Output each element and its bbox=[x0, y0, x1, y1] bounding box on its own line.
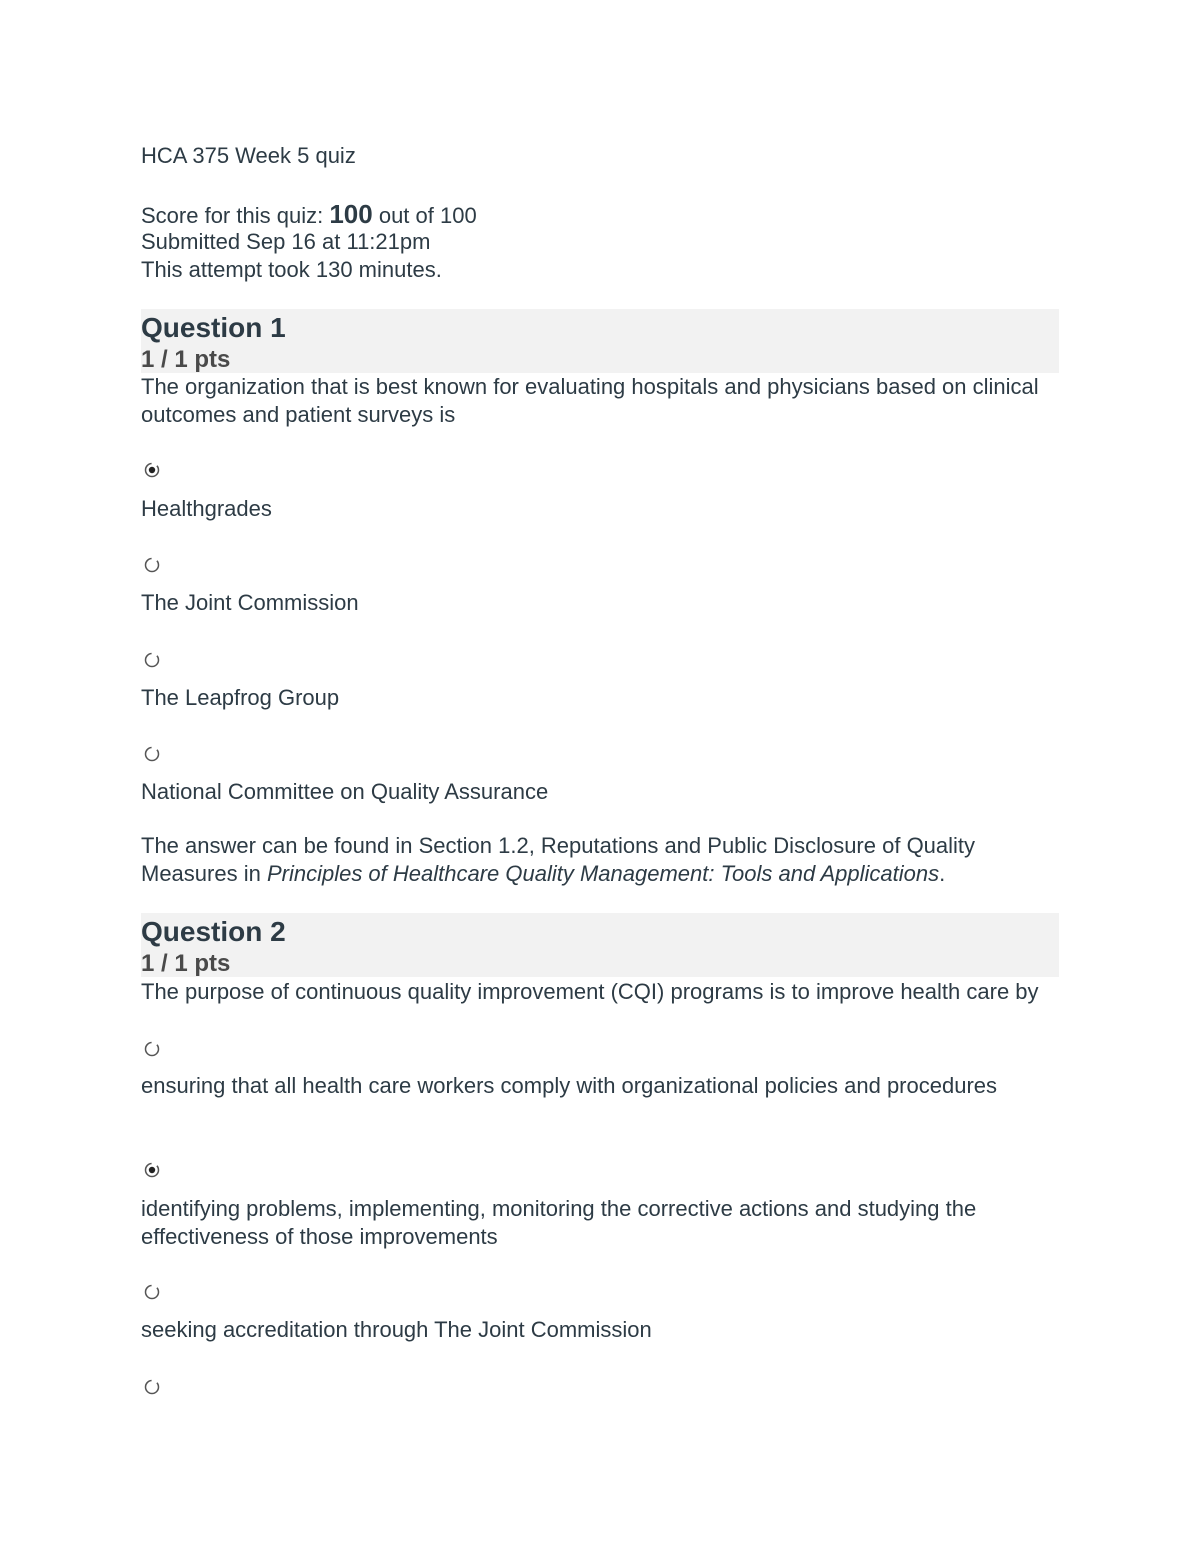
radio-unselected-icon[interactable] bbox=[144, 557, 160, 573]
attempt-duration: This attempt took 130 minutes. bbox=[141, 257, 442, 282]
submitted-time: Submitted Sep 16 at 11:21pm bbox=[141, 229, 431, 254]
score-total: out of 100 bbox=[378, 203, 477, 228]
answer-option[interactable]: Healthgrades bbox=[141, 496, 272, 521]
radio-unselected-icon[interactable] bbox=[144, 652, 160, 668]
question-header bbox=[141, 913, 1059, 977]
score-value: 100 bbox=[329, 199, 373, 229]
radio-unselected-icon[interactable] bbox=[144, 1284, 160, 1300]
radio-selected-icon[interactable] bbox=[144, 462, 160, 478]
radio-unselected-icon[interactable] bbox=[144, 746, 160, 762]
radio-unselected-icon[interactable] bbox=[144, 1379, 160, 1395]
quiz-title: HCA 375 Week 5 quiz bbox=[141, 143, 356, 168]
question-points: 1 / 1 pts bbox=[141, 346, 231, 373]
book-title: Principles of Healthcare Quality Management: Tools and Applications bbox=[266, 861, 940, 886]
answer-option[interactable]: National Committee on Quality Assurance bbox=[141, 779, 549, 804]
answer-option[interactable]: The Leapfrog Group bbox=[141, 685, 340, 710]
answer-option[interactable]: identifying problems, implementing, monitoring the corrective actions and studying the effectiveness of those improvements bbox=[141, 1196, 977, 1249]
answer-option[interactable]: ensuring that all health care workers comply with organizational policies and procedures bbox=[141, 1073, 998, 1098]
question-text: The purpose of continuous quality improvement (CQI) programs is to improve health care by bbox=[141, 979, 1039, 1004]
explanation-end: . bbox=[939, 861, 946, 886]
question-points: 1 / 1 pts bbox=[141, 950, 231, 977]
score-label: Score for this quiz: bbox=[141, 203, 324, 228]
radio-unselected-icon[interactable] bbox=[144, 1041, 160, 1057]
question-title: Question 1 bbox=[141, 312, 286, 343]
question-title: Question 2 bbox=[141, 916, 286, 947]
answer-option[interactable]: seeking accreditation through The Joint Commission bbox=[141, 1317, 652, 1342]
question-header bbox=[141, 309, 1059, 373]
question-text: The organization that is best known for evaluating hospitals and physicians based on clinical outcomes and patient surveys is bbox=[141, 374, 1039, 427]
radio-selected-icon[interactable] bbox=[144, 1162, 160, 1178]
score-line bbox=[141, 200, 477, 230]
answer-option[interactable]: The Joint Commission bbox=[141, 590, 359, 615]
answer-explanation bbox=[141, 832, 1051, 888]
explanation-text: The answer can be found in Section 1.2, Reputations and Public Disclosure of Quality Measures in bbox=[141, 833, 976, 886]
